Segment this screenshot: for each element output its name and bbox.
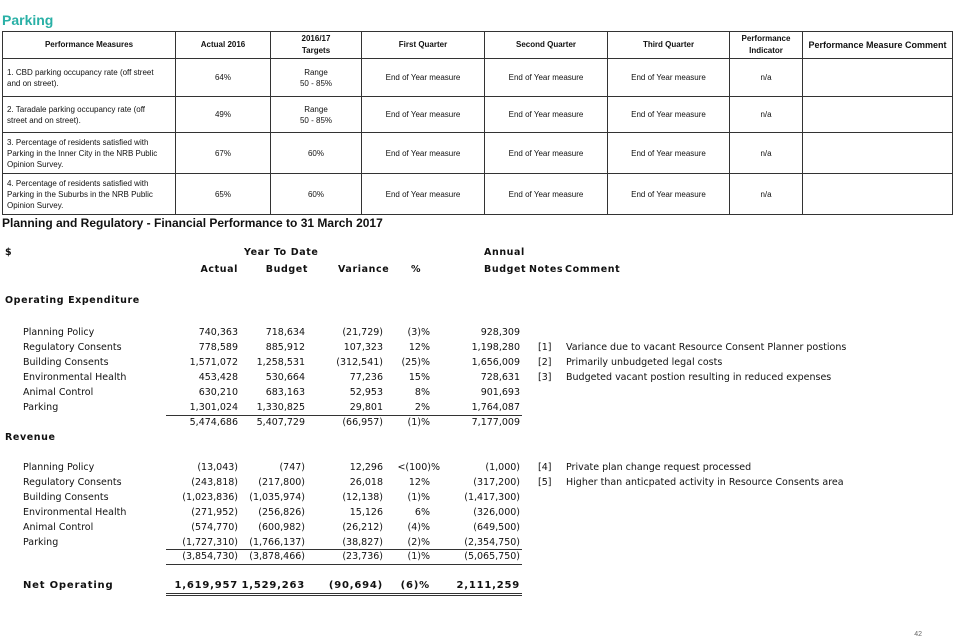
row-label: Planning Policy — [23, 462, 95, 473]
subtotal-rule — [166, 564, 522, 565]
comment-cell: Private plan change request processed — [566, 462, 752, 473]
budget-cell: (256,826) — [258, 507, 305, 518]
currency-header: $ — [5, 247, 13, 258]
budget-cell: 1,258,531 — [256, 357, 305, 368]
actual-cell: (243,818) — [191, 477, 238, 488]
percent-header: % — [411, 264, 422, 275]
percent-cell: (2)% — [407, 537, 430, 548]
annual-budget-header: Budget — [484, 264, 527, 275]
budget-header: Budget — [265, 264, 308, 275]
row-label: Parking — [23, 402, 59, 413]
variance-total: (66,957) — [342, 417, 383, 428]
annual-cell: (649,500) — [473, 522, 520, 533]
row-label: Animal Control — [23, 522, 94, 533]
percent-cell: 8% — [414, 387, 430, 398]
note-cell: [3] — [538, 372, 552, 383]
revenue-heading: Revenue — [5, 432, 56, 443]
q3-cell: End of Year measure — [608, 174, 730, 215]
variance-cell: (12,138) — [342, 492, 383, 503]
measure-cell: 3. Percentage of residents satisfied with Parking in the Inner City in the NRB Public Opinion Survey. — [3, 133, 176, 174]
target-cell: 60% — [271, 133, 362, 174]
percent-cell: (3)% — [407, 327, 430, 338]
actual-cell: 740,363 — [198, 327, 238, 338]
measure-cell: 2. Taradale parking occupancy rate (off street and on street). — [3, 97, 176, 133]
actual-cell: (1,023,836) — [182, 492, 238, 503]
net-double-rule-top — [166, 593, 522, 594]
actual-cell: 65% — [176, 174, 271, 215]
row-label: Regulatory Consents — [23, 477, 122, 488]
row-label: Building Consents — [23, 357, 109, 368]
annual-cell: 728,631 — [480, 372, 520, 383]
net-percent: (6)% — [400, 580, 430, 591]
percent-cell: 12% — [408, 477, 430, 488]
indicator-cell: n/a — [730, 133, 803, 174]
variance-total: (23,736) — [342, 551, 383, 562]
net-operating-label: Net Operating — [23, 580, 114, 591]
subtotal-rule — [166, 415, 522, 416]
comment-cell: Variance due to vacant Resource Consent Planner postions — [566, 342, 847, 353]
comment-cell: Budgeted vacant postion resulting in reduced expenses — [566, 372, 832, 383]
row-label: Building Consents — [23, 492, 109, 503]
indicator-cell: n/a — [730, 174, 803, 215]
operating-expenditure-heading: Operating Expenditure — [5, 295, 140, 306]
annual-header: Annual — [484, 247, 525, 258]
budget-cell: 885,912 — [265, 342, 305, 353]
annual-cell: (326,000) — [473, 507, 520, 518]
net-variance: (90,694) — [328, 580, 383, 591]
q2-cell: End of Year measure — [485, 97, 608, 133]
row-label: Parking — [23, 537, 59, 548]
note-cell: [1] — [538, 342, 552, 353]
variance-cell: (38,827) — [342, 537, 383, 548]
annual-cell: 1,764,087 — [471, 402, 520, 413]
header-first-quarter: First Quarter — [362, 32, 485, 59]
row-label: Environmental Health — [23, 507, 127, 518]
percent-cell: <(100)% — [397, 462, 440, 473]
actual-cell: 630,210 — [198, 387, 238, 398]
header-targets: 2016/17 Targets — [271, 32, 362, 59]
target-cell: 60% — [271, 174, 362, 215]
year-to-date-header: Year To Date — [244, 247, 319, 258]
parking-section-title: Parking — [2, 12, 54, 28]
net-actual: 1,619,957 — [174, 580, 238, 591]
q1-cell: End of Year measure — [362, 133, 485, 174]
comment-cell: Higher than anticpated activity in Resource Consents area — [566, 477, 844, 488]
comment-cell: Primarily unbudgeted legal costs — [566, 357, 723, 368]
q3-cell: End of Year measure — [608, 97, 730, 133]
variance-cell: 26,018 — [349, 477, 383, 488]
annual-cell: 928,309 — [480, 327, 520, 338]
actual-cell: 453,428 — [198, 372, 238, 383]
annual-cell: (317,200) — [473, 477, 520, 488]
net-budget: 1,529,263 — [241, 580, 305, 591]
variance-cell: (312,541) — [336, 357, 383, 368]
actual-cell: 1,301,024 — [189, 402, 238, 413]
budget-cell: (600,982) — [258, 522, 305, 533]
actual-cell: (13,043) — [197, 462, 238, 473]
percent-cell: (4)% — [407, 522, 430, 533]
actual-header: Actual — [200, 264, 238, 275]
financial-section-title: Planning and Regulatory - Financial Performance to 31 March 2017 — [2, 216, 383, 230]
variance-cell: 29,801 — [349, 402, 383, 413]
variance-cell: 12,296 — [349, 462, 383, 473]
actual-total: 5,474,686 — [189, 417, 238, 428]
actual-total: (3,854,730) — [182, 551, 238, 562]
percent-total: (1)% — [407, 417, 430, 428]
actual-cell: 778,589 — [198, 342, 238, 353]
header-comment: Performance Measure Comment — [803, 32, 953, 59]
percent-cell: 2% — [414, 402, 430, 413]
annual-cell: 901,693 — [480, 387, 520, 398]
annual-cell: (1,417,300) — [464, 492, 520, 503]
percent-cell: 15% — [408, 372, 430, 383]
budget-total: 5,407,729 — [256, 417, 305, 428]
variance-header: Variance — [338, 264, 390, 275]
budget-cell: (1,035,974) — [249, 492, 305, 503]
target-cell: Range 50 - 85% — [271, 97, 362, 133]
comment-header: Comment — [565, 264, 621, 275]
q3-cell: End of Year measure — [608, 133, 730, 174]
page-number: 42 — [914, 631, 922, 638]
annual-total: (5,065,750) — [464, 551, 520, 562]
budget-cell: 530,664 — [265, 372, 305, 383]
row-label: Animal Control — [23, 387, 94, 398]
percent-cell: (25)% — [401, 357, 430, 368]
actual-cell: 1,571,072 — [189, 357, 238, 368]
actual-cell: (1,727,310) — [182, 537, 238, 548]
annual-cell: 1,198,280 — [471, 342, 520, 353]
percent-cell: 6% — [414, 507, 430, 518]
target-cell: Range 50 - 85% — [271, 59, 362, 97]
row-label: Environmental Health — [23, 372, 127, 383]
subtotal-rule — [166, 549, 522, 550]
budget-total: (3,878,466) — [249, 551, 305, 562]
q2-cell: End of Year measure — [485, 174, 608, 215]
budget-cell: (747) — [279, 462, 305, 473]
note-cell: [5] — [538, 477, 552, 488]
budget-cell: 1,330,825 — [256, 402, 305, 413]
budget-cell: (1,766,137) — [249, 537, 305, 548]
actual-cell: 67% — [176, 133, 271, 174]
q1-cell: End of Year measure — [362, 59, 485, 97]
variance-cell: 107,323 — [343, 342, 383, 353]
q1-cell: End of Year measure — [362, 174, 485, 215]
percent-cell: 12% — [408, 342, 430, 353]
actual-cell: 49% — [176, 97, 271, 133]
budget-cell: 718,634 — [265, 327, 305, 338]
note-cell: [4] — [538, 462, 552, 473]
annual-cell: 1,656,009 — [471, 357, 520, 368]
actual-cell: 64% — [176, 59, 271, 97]
header-performance-measures: Performance Measures — [3, 32, 176, 59]
variance-cell: (21,729) — [342, 327, 383, 338]
actual-cell: (271,952) — [191, 507, 238, 518]
indicator-cell: n/a — [730, 97, 803, 133]
q2-cell: End of Year measure — [485, 59, 608, 97]
variance-cell: 15,126 — [349, 507, 383, 518]
header-actual-2016: Actual 2016 — [176, 32, 271, 59]
q3-cell: End of Year measure — [608, 59, 730, 97]
note-cell: [2] — [538, 357, 552, 368]
percent-cell: (1)% — [407, 492, 430, 503]
net-double-rule-bottom — [166, 595, 522, 596]
net-annual: 2,111,259 — [456, 580, 520, 591]
variance-cell: (26,212) — [342, 522, 383, 533]
annual-cell: (1,000) — [485, 462, 520, 473]
measure-cell: 4. Percentage of residents satisfied with Parking in the Suburbs in the NRB Public Opinion Survey. — [3, 174, 176, 215]
variance-cell: 77,236 — [349, 372, 383, 383]
row-label: Planning Policy — [23, 327, 95, 338]
row-label: Regulatory Consents — [23, 342, 122, 353]
q2-cell: End of Year measure — [485, 133, 608, 174]
q1-cell: End of Year measure — [362, 97, 485, 133]
header-performance-indicator: Performance Indicator — [730, 32, 803, 59]
actual-cell: (574,770) — [191, 522, 238, 533]
percent-total: (1)% — [407, 551, 430, 562]
annual-cell: (2,354,750) — [464, 537, 520, 548]
annual-total: 7,177,009 — [471, 417, 520, 428]
header-second-quarter: Second Quarter — [485, 32, 608, 59]
header-third-quarter: Third Quarter — [608, 32, 730, 59]
variance-cell: 52,953 — [349, 387, 383, 398]
indicator-cell: n/a — [730, 59, 803, 97]
notes-header: Notes — [529, 264, 564, 275]
budget-cell: (217,800) — [258, 477, 305, 488]
budget-cell: 683,163 — [265, 387, 305, 398]
measure-cell: 1. CBD parking occupancy rate (off street and on street). — [3, 59, 176, 97]
